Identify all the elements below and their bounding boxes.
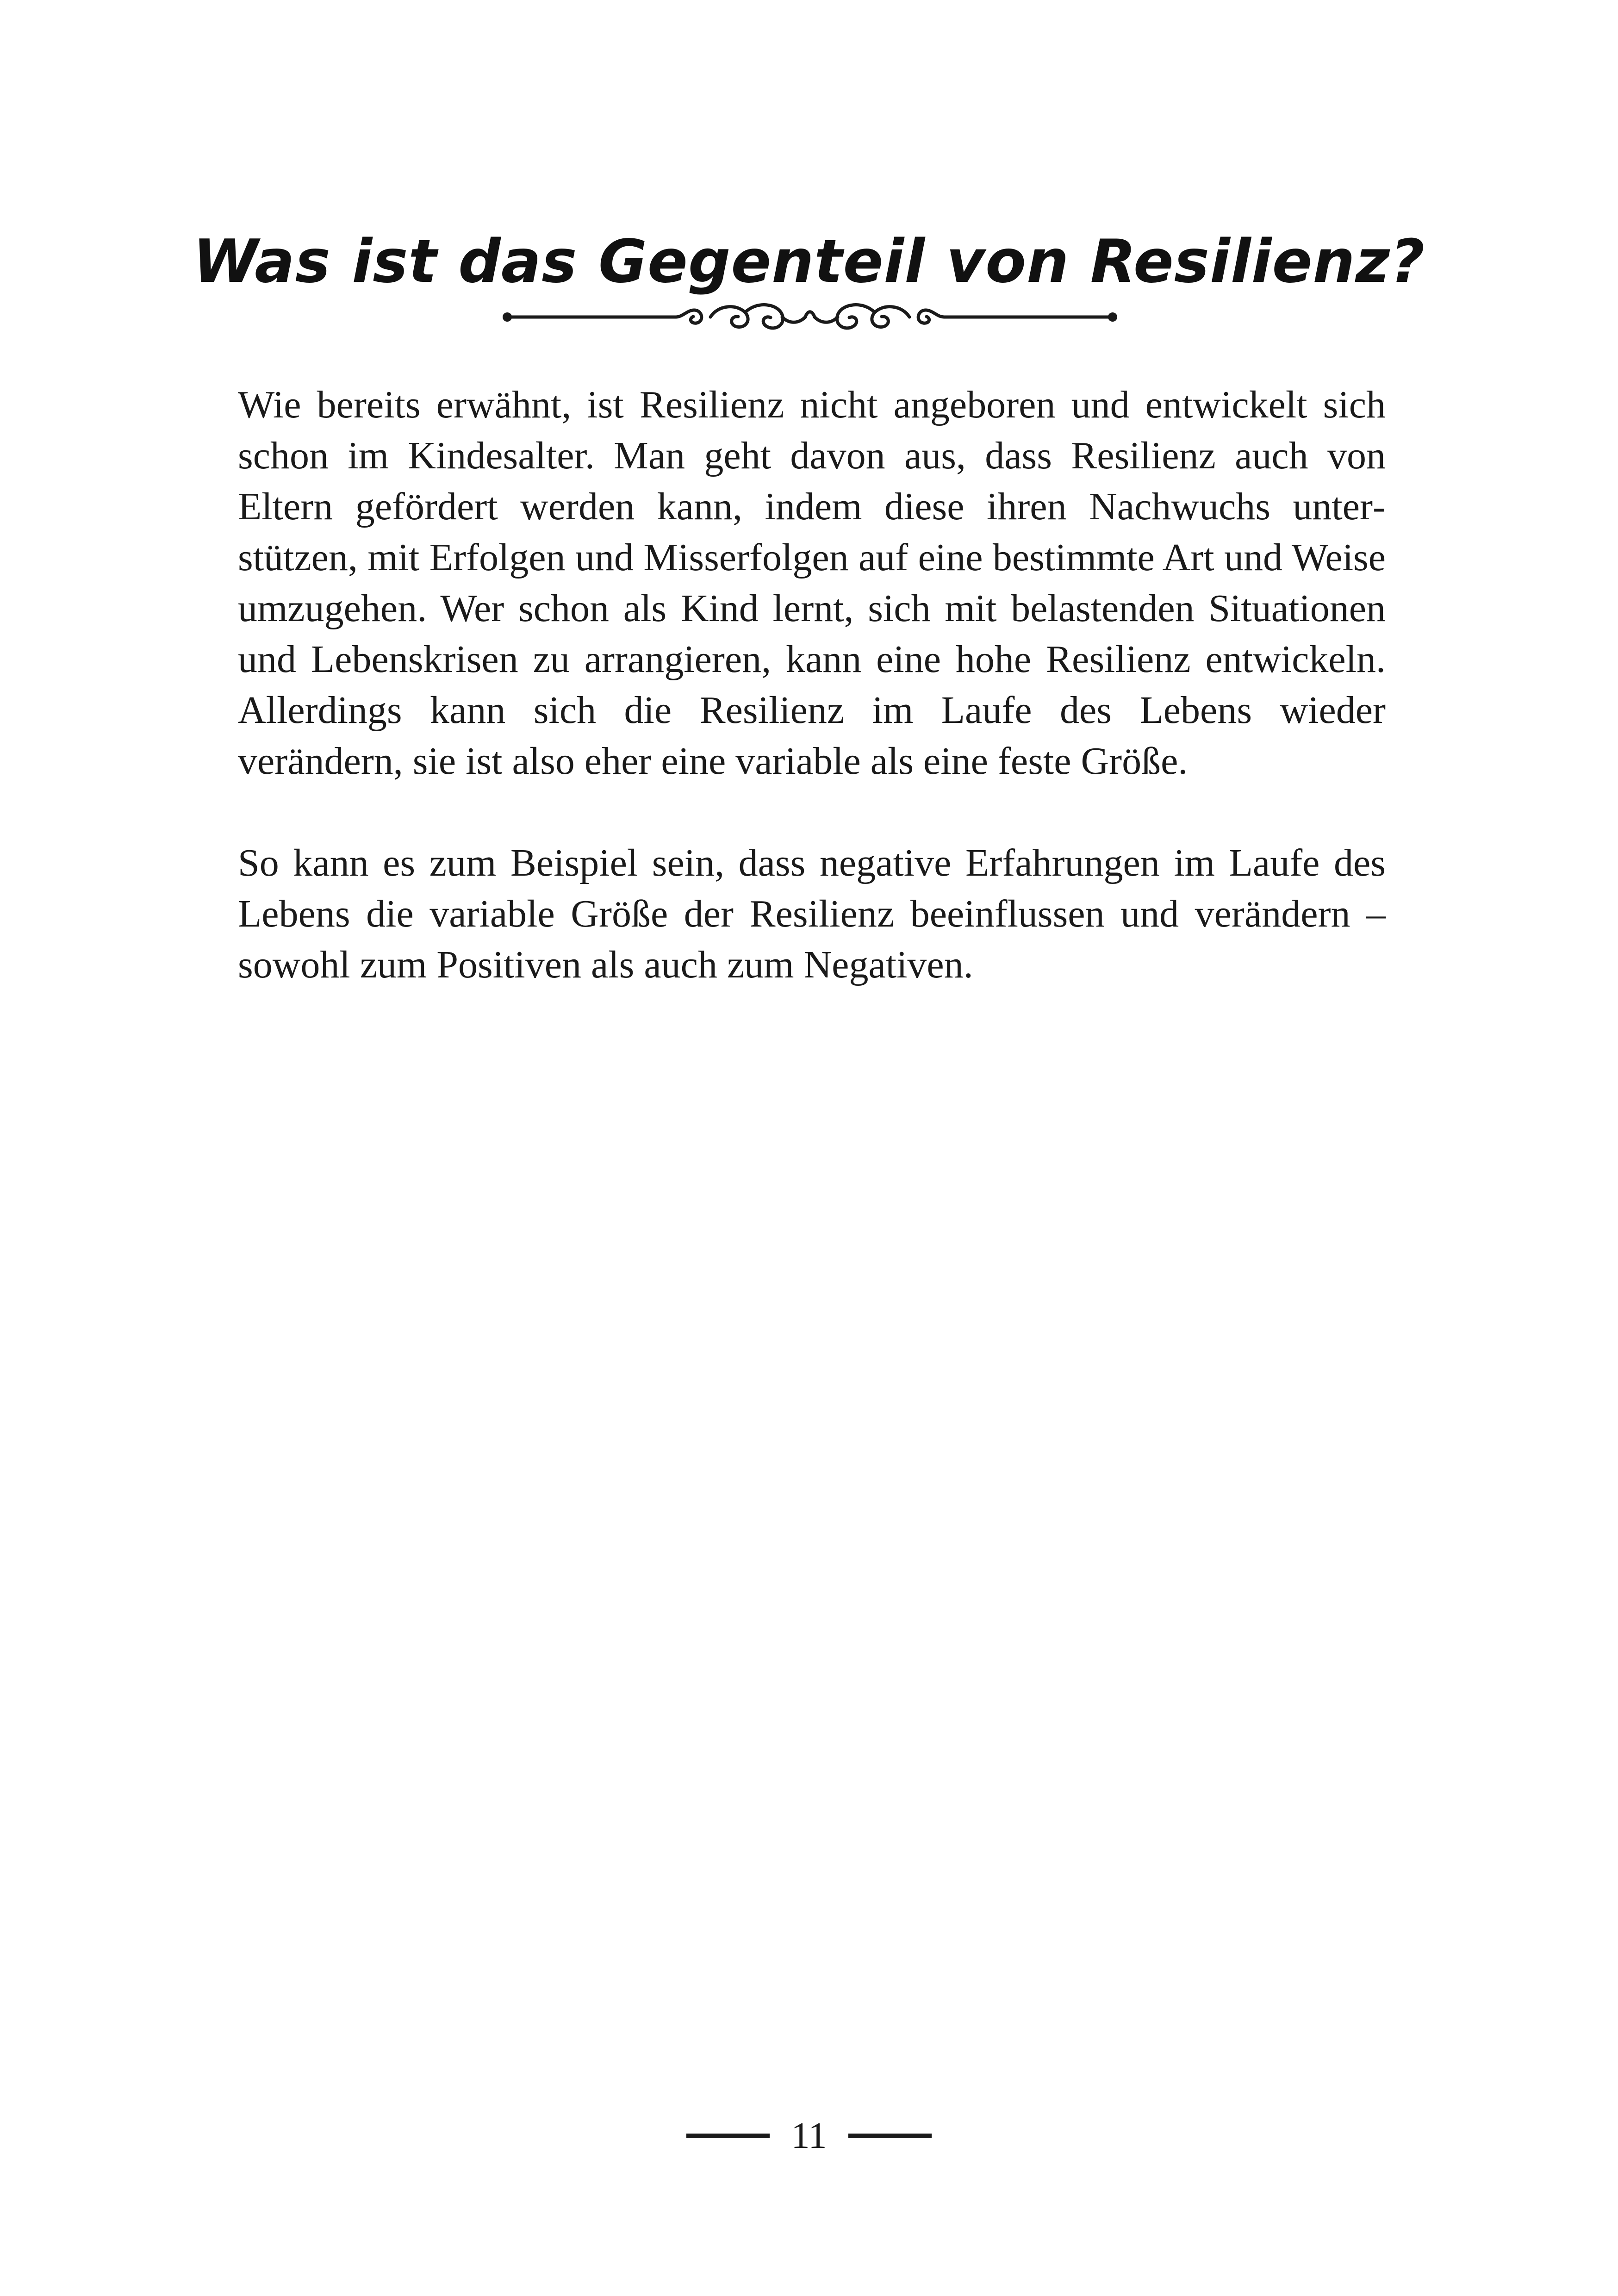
footer-rule-right: [848, 2134, 932, 2138]
body-text: [238, 380, 1386, 990]
paragraph: So kann es zum Beispiel sein, dass negative Erfahrungen im Laufe des Lebens die variable Größe der Resilienz beeinflussen und verändern – sowohl zum Positiven als auch zum Negativen.: [238, 841, 1386, 986]
paragraph: Wie bereits erwähnt, ist Resilienz nicht angeboren und entwickelt sich schon im Kindesalter. Man geht davon aus, dass Resilienz auch von Eltern gefördert werden kann, indem diese ihren Nachwuchs unterstützen, mit Erfolgen und Misserfolgen auf eine bestimmte Art und Weise umzugehen. Wer schon als Kind lernt, sich mit belastenden Situationen und Lebenskrisen zu arrangieren, kann eine hohe Resilienz entwickeln. Allerdings kann sich die Resilienz im Laufe des Lebens wieder verändern, sie ist also eher eine variable als eine feste Größe.: [238, 383, 1386, 783]
page-title: Was ist das Gegenteil von Resilienz?: [193, 227, 1425, 296]
scroll-ornament-divider-icon: [500, 296, 1120, 338]
page-footer: [0, 2110, 1618, 2161]
footer-rule-left: [686, 2134, 770, 2138]
page-number: 11: [791, 2116, 827, 2156]
